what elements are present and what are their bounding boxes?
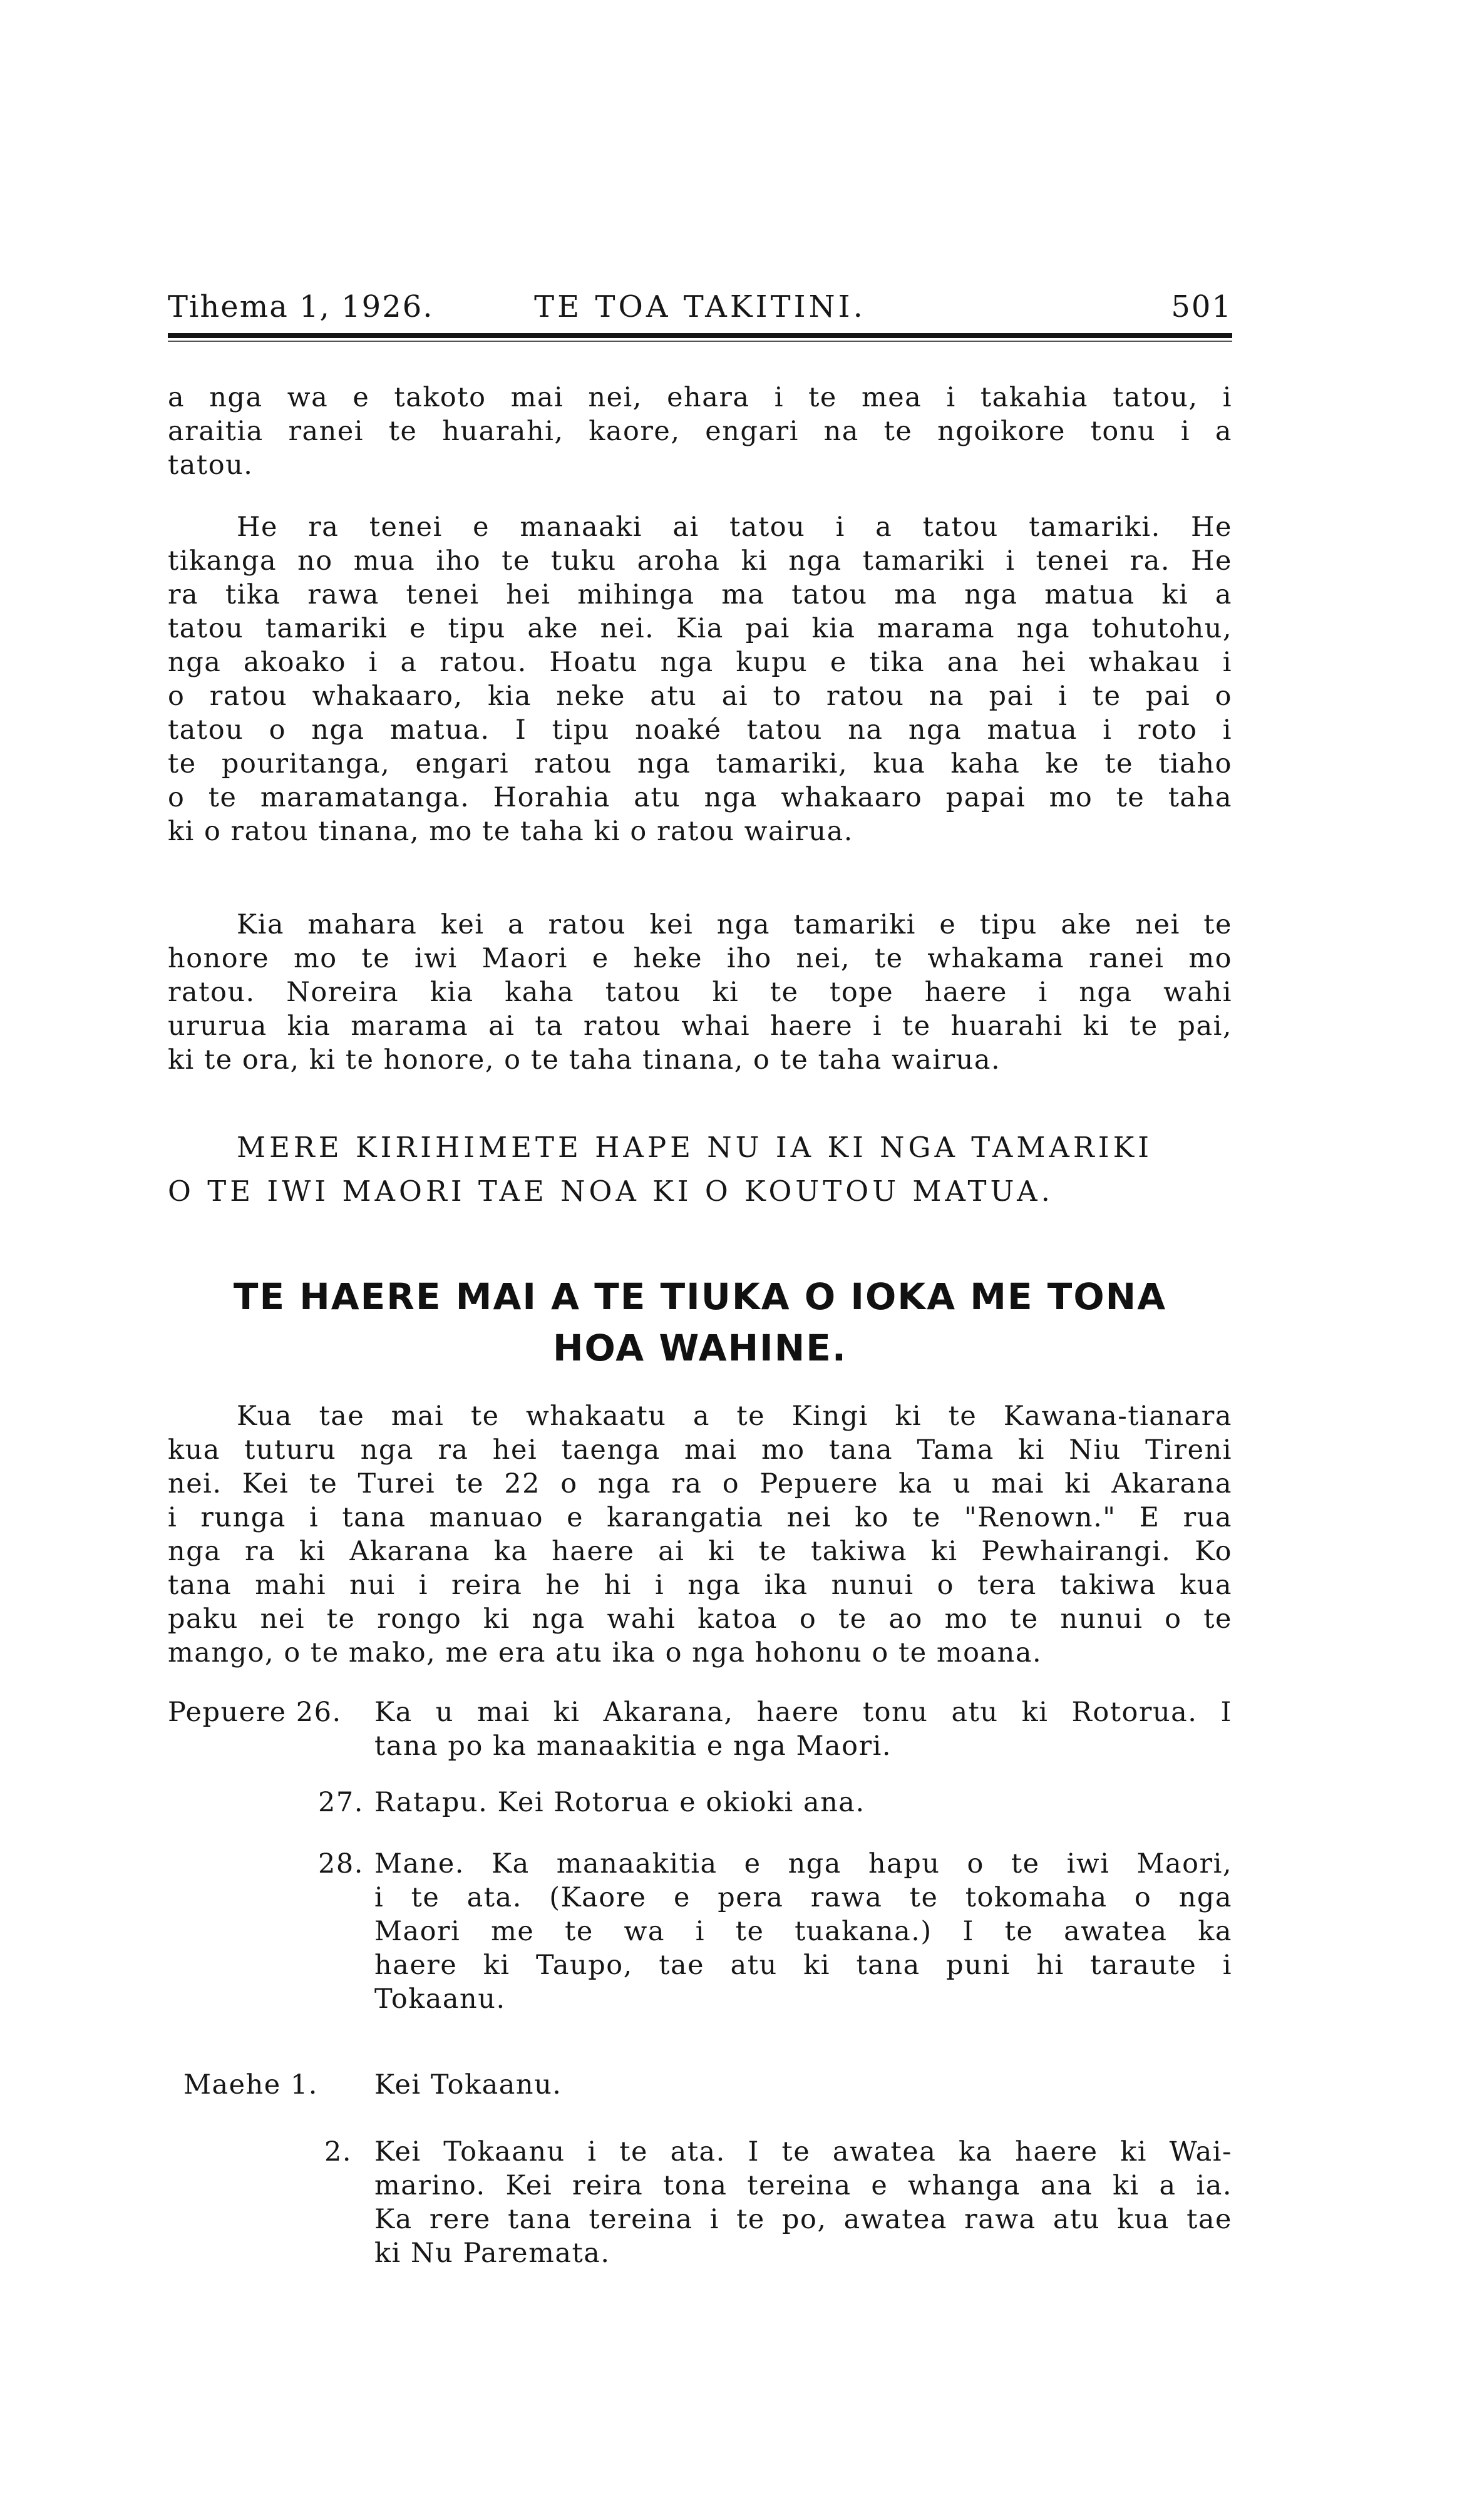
text-line: tana mahi nui i reira he hi i nga ika nunui o tera takiwa kua (168, 1570, 1232, 1601)
text-line: Maori me te wa i te tuakana.) I te awatea ka (374, 1916, 1232, 1947)
text-line: tatou. (168, 450, 254, 481)
text-line: araitia ranei te huarahi, kaore, engari na te ngoikore tonu i a (168, 416, 1232, 447)
text-line: paku nei te rongo ki nga wahi katoa o te ao mo te nunui o te (168, 1603, 1232, 1635)
text-line: He ra tenei e manaaki ai tatou i a tatou tamariki. He (237, 512, 1232, 543)
text-line: Ka u mai ki Akarana, haere tonu atu ki Rotorua. I (374, 1697, 1232, 1728)
text-line: mango, o te mako, me era atu ika o nga hohonu o te moana. (168, 1637, 1042, 1669)
page-number: 501 (1171, 289, 1232, 324)
header-date: Tihema 1, 1926. (168, 289, 434, 324)
text-line: ra tika rawa tenei hei mihinga ma tatou ma nga matua ki a (168, 579, 1232, 610)
itinerary-text (374, 2135, 1232, 2270)
itinerary-date: Maehe 1. (183, 2069, 318, 2101)
itinerary-text (374, 1786, 1232, 1819)
itinerary-text (374, 1847, 1232, 2016)
text-line: kua tuturu nga ra hei taenga mai mo tana Tama ki Niu Tireni (168, 1434, 1232, 1466)
text-line: honore mo te iwi Maori e heke iho nei, te whakama ranei mo (168, 943, 1232, 974)
text-line: o ratou whakaaro, kia neke atu ai to ratou na pai i te pai o (168, 681, 1232, 712)
text-line: i runga i tana manuao e karangatia nei ko te "Renown." E rua (168, 1502, 1232, 1533)
itinerary-date: 27. (318, 1787, 364, 1818)
text-line: tana po ka manaakitia e nga Maori. (374, 1731, 892, 1762)
text-line: ururua kia marama ai ta ratou whai haere i te huarahi ki te pai, (168, 1011, 1232, 1042)
greeting-line: MERE KIRIHIMETE HAPE NU IA KI NGA TAMARIKI (237, 1131, 1153, 1164)
text-line: tatou tamariki e tipu ake nei. Kia pai kia marama nga tohutohu, (168, 613, 1232, 644)
itinerary-text (374, 1695, 1232, 1763)
text-line: o te maramatanga. Horahia atu nga whakaaro papai mo te taha (168, 782, 1232, 813)
text-line: Ratapu. Kei Rotorua e okioki ana. (374, 1787, 865, 1818)
text-line: te pouritanga, engari ratou nga tamariki, kua kaha ke te tiaho (168, 748, 1232, 779)
text-line: ki o ratou tinana, mo te taha ki o ratou wairua. (168, 816, 853, 847)
text-line: a nga wa e takoto mai nei, ehara i te mea i takahia tatou, i (168, 382, 1232, 413)
paragraph-tamariki (168, 510, 1232, 848)
itinerary-text (374, 2068, 1232, 2102)
text-line: tatou o nga matua. I tipu noaké tatou na nga matua i roto i (168, 714, 1232, 746)
text-line: ratou. Noreira kia kaha tatou ki te tope haere i nga wahi (168, 977, 1232, 1008)
text-line: tikanga no mua iho te tuku aroha ki nga tamariki i tenei ra. He (168, 545, 1232, 577)
text-line: i te ata. (Kaore e pera rawa te tokomaha o nga (374, 1882, 1232, 1913)
greeting-line: O TE IWI MAORI TAE NOA KI O KOUTOU MATUA. (168, 1175, 1054, 1208)
header-rule (168, 333, 1232, 338)
article-intro (168, 1399, 1232, 1670)
article-heading (168, 1271, 1232, 1374)
text-line: nga ra ki Akarana ka haere ai ki te takiwa ki Pewhairangi. Ko (168, 1536, 1232, 1567)
itinerary-date: 2. (324, 2136, 353, 2168)
heading-line: TE HAERE MAI A TE TIUKA O IOKA ME TONA (233, 1275, 1167, 1318)
paragraph-continuation (168, 381, 1232, 482)
header-rule-thin (168, 341, 1232, 342)
itinerary-date: Pepuere 26. (168, 1697, 342, 1728)
text-line: ki Nu Paremata. (374, 2238, 610, 2269)
text-line: ki te ora, ki te honore, o te taha tinana, o te taha wairua. (168, 1044, 1001, 1076)
christmas-greeting (168, 1126, 1232, 1213)
text-line: Kua tae mai te whakaatu a te Kingi ki te Kawana-tianara (237, 1401, 1232, 1432)
text-line: marino. Kei reira tona tereina e whanga ana ki a ia. (374, 2170, 1232, 2201)
text-line: Ka rere tana tereina i te po, awatea rawa atu kua tae (374, 2204, 1232, 2235)
header-journal-title: TE TOA TAKITINI. (534, 289, 866, 324)
paragraph-honore (168, 908, 1232, 1077)
text-line: nga akoako i a ratou. Hoatu nga kupu e tika ana hei whakau i (168, 647, 1232, 678)
text-line: haere ki Taupo, tae atu ki tana puni hi taraute i (374, 1950, 1232, 1981)
itinerary-date: 28. (318, 1848, 364, 1880)
text-line: Kia mahara kei a ratou kei nga tamariki e tipu ake nei te (237, 909, 1232, 940)
running-header (168, 289, 1232, 333)
heading-line: HOA WAHINE. (553, 1327, 847, 1369)
text-line: Mane. Ka manaakitia e nga hapu o te iwi Maori, (374, 1848, 1232, 1880)
text-line: Tokaanu. (374, 1983, 506, 2015)
text-line: Kei Tokaanu. (374, 2069, 562, 2101)
text-line: Kei Tokaanu i te ata. I te awatea ka haere ki Wai- (374, 2136, 1232, 2168)
text-line: nei. Kei te Turei te 22 o nga ra o Pepuere ka u mai ki Akarana (168, 1468, 1232, 1499)
